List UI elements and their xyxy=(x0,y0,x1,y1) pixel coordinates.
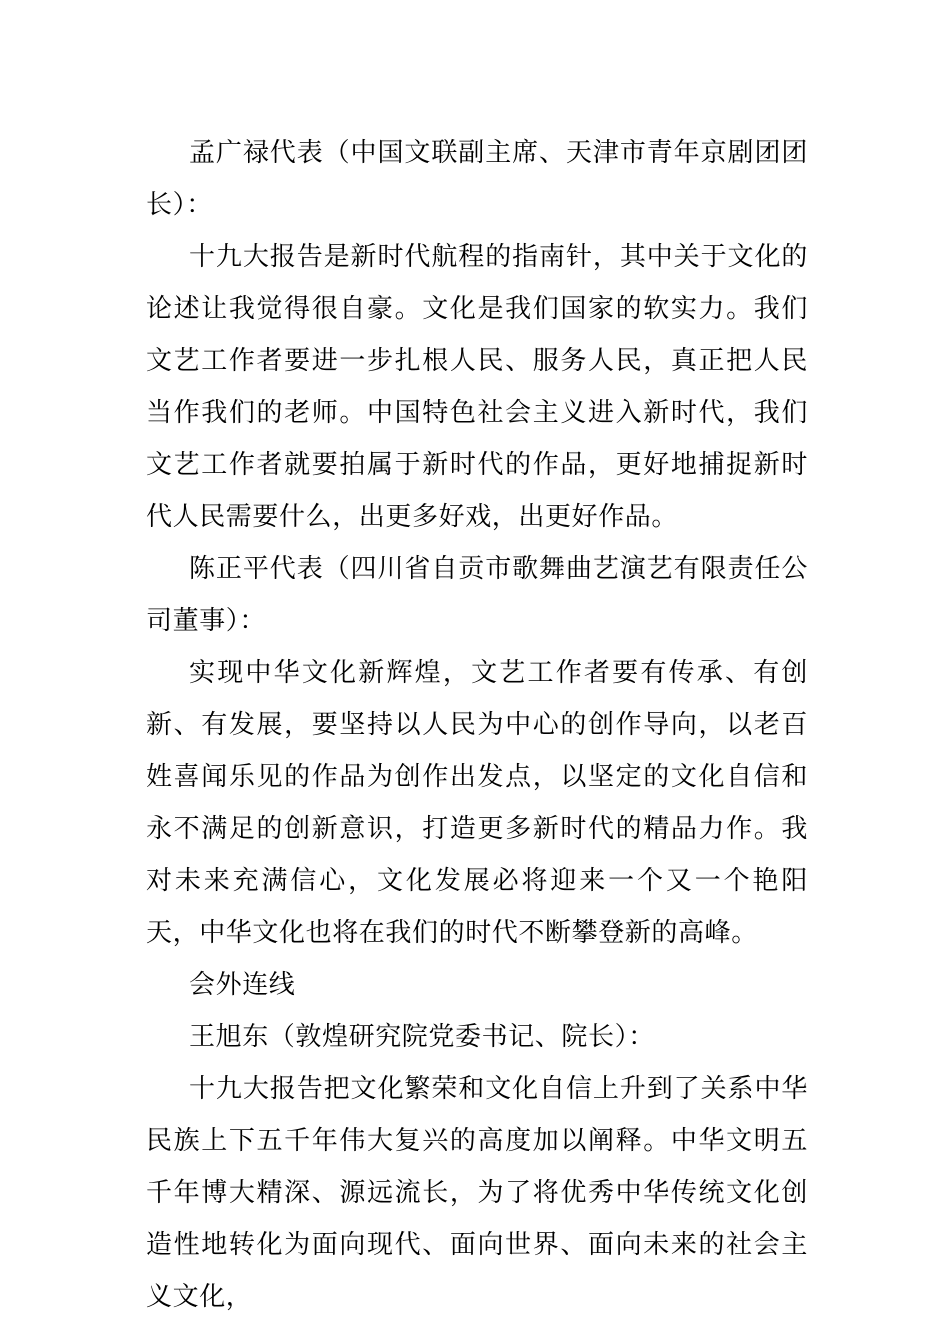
speaker-heading: 王旭东（敦煌研究院党委书记、院长）： xyxy=(189,1022,655,1052)
document-body xyxy=(146,127,808,1323)
speech-paragraph: 十九大报告把文化繁荣和文化自信上升到了关系中华民族上下五千年伟大复兴的高度加以阐释。中华文明五千年博大精深、源远流长，为了将优秀中华传统文化创造性地转化为面向现代、面向世界、面向未来的社会主义文化， xyxy=(146,1074,808,1312)
section-heading: 会外连线 xyxy=(189,970,296,1000)
speaker-heading: 陈正平代表（四川省自贡市歌舞曲艺演艺有限责任公司董事）： xyxy=(146,554,808,636)
speech-paragraph: 实现中华文化新辉煌，文艺工作者要有传承、有创新、有发展，要坚持以人民为中心的创作导向，以老百姓喜闻乐见的作品为创作出发点，以坚定的文化自信和永不满足的创新意识，打造更多新时代的精品力作。我对未来充满信心，文化发展必将迎来一个又一个艳阳天，中华文化也将在我们的时代不断攀登新的高峰。 xyxy=(146,658,808,948)
speech-paragraph: 十九大报告是新时代航程的指南针，其中关于文化的论述让我觉得很自豪。文化是我们国家的软实力。我们文艺工作者要进一步扎根人民、服务人民，真正把人民当作我们的老师。中国特色社会主义进入新时代，我们文艺工作者就要拍属于新时代的作品，更好地捕捉新时代人民需要什么，出更多好戏，出更好作品。 xyxy=(146,242,808,532)
speaker-heading: 孟广禄代表（中国文联副主席、天津市青年京剧团团长）： xyxy=(146,138,808,220)
